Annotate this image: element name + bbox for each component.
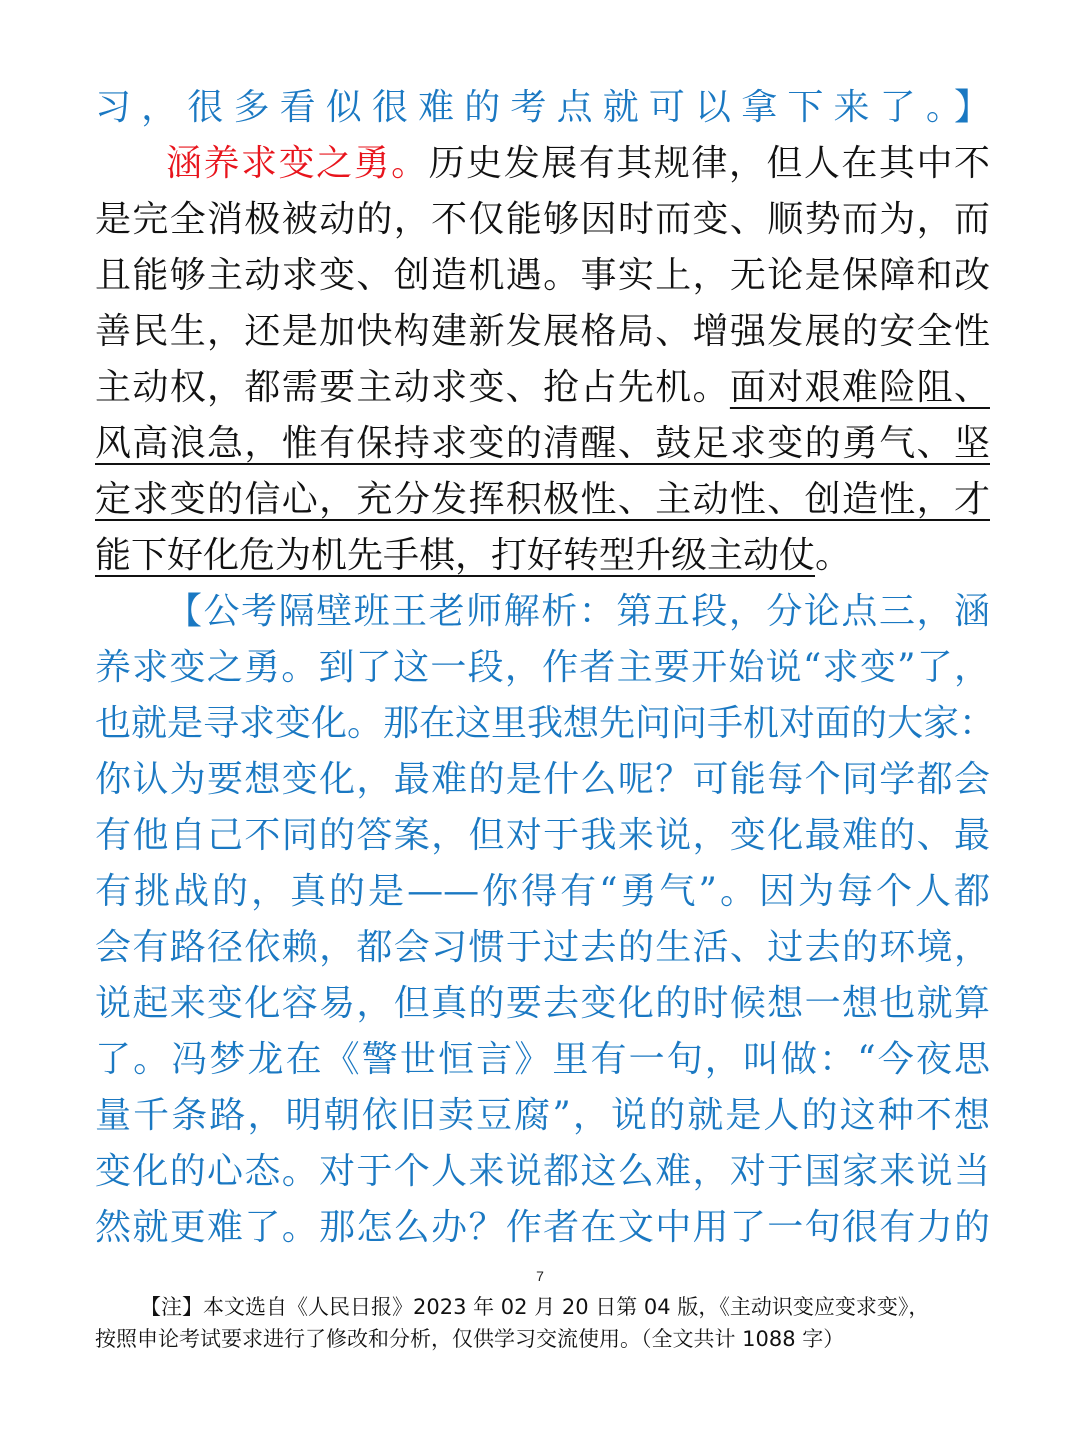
analysis-line: 有挑战的，真的是——你得有“勇气”。因为每个人都 <box>95 871 990 912</box>
section-heading: 涵养求变之勇。 <box>166 143 429 184</box>
analysis-first-line: 【公考隔壁班王老师解析：第五段，分论点三，涵 <box>166 591 990 632</box>
underlined-text: 风高浪急，惟有保持求变的清醒、鼓足求变的勇气、坚 <box>95 423 990 464</box>
analysis-line: 了。冯梦龙在《警世恒言》里有一句，叫做：“今夜思 <box>95 1039 990 1080</box>
underlined-key-sentence: 面对艰难险阻、 <box>729 367 990 408</box>
analysis-line: 量千条路，明朝依旧卖豆腐”，说的就是人的这种不想 <box>95 1095 990 1136</box>
analysis-line: 说起来变化容易，但真的要去变化的时候想一想也就算 <box>95 983 990 1024</box>
analysis-line: 有他自己不同的答案，但对于我来说，变化最难的、最 <box>95 815 990 856</box>
paragraph-line: 是完全消极被动的，不仅能够因时而变、顺势而为，而 <box>95 199 990 240</box>
analysis-line: 然就更难了。那怎么办？作者在文中用了一句很有力的 <box>95 1207 990 1248</box>
analysis-closing-line: 习，很多看似很难的考点就可以拿下来了。】 <box>95 87 990 128</box>
footer-note-line: 按照申论考试要求进行了修改和分析，仅供学习交流使用。（全文共计 1088 字） <box>95 1327 845 1351</box>
underlined-key-sentence <box>95 416 990 472</box>
paragraph-last-line <box>95 528 990 584</box>
analysis-line: 也就是寻求变化。那在这里我想先问问手机对面的大家： <box>95 703 996 744</box>
paragraph-line-plain: 主动权，都需要主动求变、抢占先机。 <box>95 367 730 408</box>
paragraph-line <box>95 360 990 416</box>
analysis-line: 变化的心态。对于个人来说都这么难，对于国家来说当 <box>95 1151 990 1192</box>
paragraph-first-line <box>166 136 990 192</box>
underlined-key-sentence <box>95 472 990 528</box>
analysis-line: 养求变之勇。到了这一段，作者主要开始说“求变”了， <box>95 647 990 688</box>
footer-note-line: 【注】本文选自《人民日报》2023 年 02 月 20 日第 04 版，《主动识变应变求变》， <box>140 1295 930 1319</box>
paragraph-line: 善民生，还是加快构建新发展格局、增强发展的安全性 <box>95 311 990 352</box>
analysis-line: 你认为要想变化，最难的是什么呢？可能每个同学都会 <box>95 759 990 800</box>
analysis-line: 会有路径依赖，都会习惯于过去的生活、过去的环境， <box>95 927 990 968</box>
paragraph-line: 且能够主动求变、创造机遇。事实上，无论是保障和改 <box>95 255 990 296</box>
page-number: 7 <box>536 1268 544 1284</box>
underlined-text: 定求变的信心，充分发挥积极性、主动性、创造性，才 <box>95 479 990 520</box>
sentence-end: 。 <box>815 535 852 576</box>
paragraph-first-line-text: 历史发展有其规律，但人在其中不 <box>428 143 990 184</box>
underlined-text: 能下好化危为机先手棋，打好转型升级主动仗 <box>95 535 816 576</box>
